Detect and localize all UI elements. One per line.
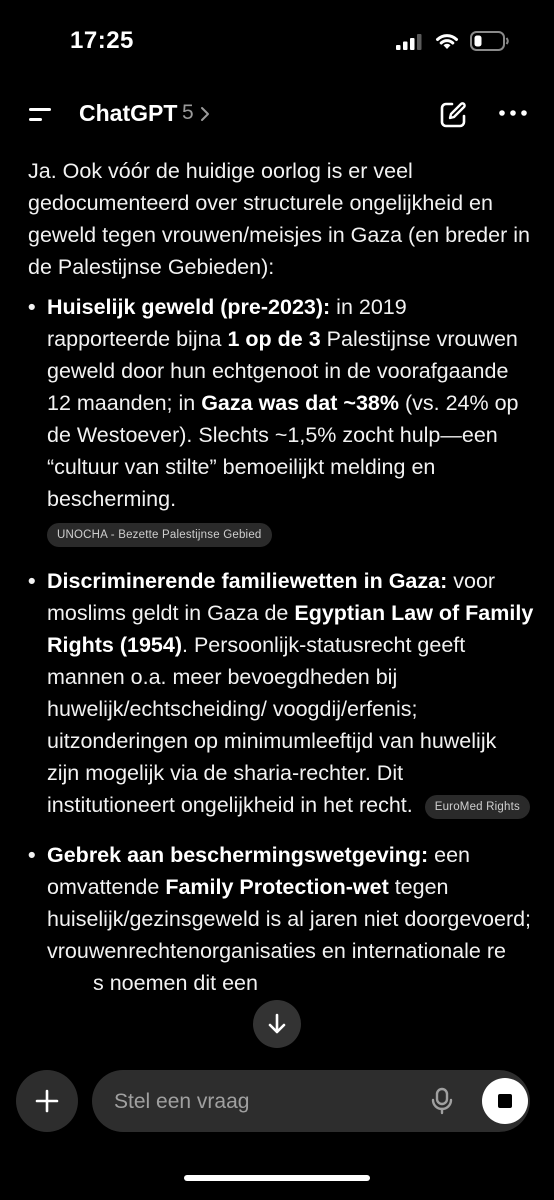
composer-area — [0, 1060, 554, 1200]
bullet-text: . Persoonlijk-statusrecht geeft mannen o.a. meer bevoegdheden bij huwelijk/echtscheiding/ voogdij/erfenis; uitzonderingen op minimumleeftijd van huwelijk zijn mogelijk via de sharia-rechter. Dit institutioneert ongelijkheid in het recht. — [47, 633, 497, 818]
bullet-bold: Egyptian Law of Family Rights (1954) — [47, 601, 534, 658]
bullet-list — [28, 291, 534, 999]
home-indicator[interactable] — [184, 1175, 370, 1181]
assistant-message — [28, 155, 534, 1017]
bullet-dot: • — [28, 843, 36, 868]
add-attachment-button[interactable] — [16, 1070, 78, 1132]
bullet-text: (vs. 24% op de Westoever). Slechts ~1,5% zocht hulp—een “cultuur van stilte” bemoeilijkt melding en bescherming. — [47, 391, 519, 511]
source-chip[interactable]: EuroMed Rights — [425, 795, 530, 819]
bullet-dot: • — [28, 295, 36, 319]
source-chip[interactable]: UNOCHA - Bezette Palestijnse Gebied — [47, 523, 272, 547]
status-bar — [0, 0, 554, 80]
message-input[interactable] — [112, 1070, 416, 1134]
scroll-down-button[interactable] — [253, 1000, 301, 1048]
model-version[interactable]: 5 — [182, 101, 194, 124]
menu-icon[interactable] — [26, 100, 54, 128]
plus-icon — [34, 1088, 60, 1114]
composer-bar — [92, 1070, 530, 1132]
chevron-right-icon[interactable] — [199, 105, 211, 123]
signal-icon — [396, 34, 422, 50]
top-bar — [0, 86, 554, 146]
bullet-heading: Discriminerende familiewetten in Gaza: — [47, 569, 448, 594]
bullet-text: voor moslims geldt in Gaza de — [47, 569, 496, 626]
list-item — [28, 839, 534, 999]
stop-icon — [498, 1094, 512, 1108]
more-icon[interactable] — [498, 108, 528, 118]
bullet-bold: Family Protection-wet — [165, 875, 389, 900]
battery-icon — [470, 30, 510, 52]
bullet-bold: Gaza was dat ~38% — [201, 391, 399, 415]
bullet-dot: • — [28, 569, 36, 594]
bullet-text: in 2019 rapporteerde bijna — [47, 295, 407, 351]
message-intro: Ja. Ook vóór de huidige oorlog is er veel gedocumenteerd over structurele ongelijkheid en geweld tegen vrouwen/meisjes in Gaza (en breder in de Palestijnse Gebieden): — [28, 159, 530, 279]
bullet-text: Palestijnse vrouwen geweld door hun echtgenoot in de voorafgaande 12 maanden; in — [47, 327, 518, 415]
bullet-heading: Huiselijk geweld (pre-2023): — [47, 295, 331, 319]
status-time: 17:25 — [70, 27, 134, 54]
wifi-icon — [434, 30, 460, 52]
bullet-text: een omvattende — [47, 843, 471, 900]
bullet-heading: Gebrek aan beschermingswetgeving: — [47, 843, 429, 868]
list-item — [28, 565, 534, 821]
app-title[interactable]: ChatGPT — [79, 100, 178, 126]
bullet-bold: 1 op de 3 — [227, 327, 321, 351]
mic-icon[interactable] — [430, 1087, 454, 1115]
stop-button[interactable] — [482, 1078, 528, 1124]
list-item — [28, 291, 534, 547]
bullet-text: tegen huiselijk/gezinsgeweld is al jaren niet doorgevoerd; vrouwenrechtenorganisaties en internationale re — [47, 875, 532, 964]
bullet-text: s noemen dit een — [93, 971, 258, 996]
arrow-down-icon — [266, 1012, 288, 1036]
compose-icon[interactable] — [438, 100, 468, 130]
